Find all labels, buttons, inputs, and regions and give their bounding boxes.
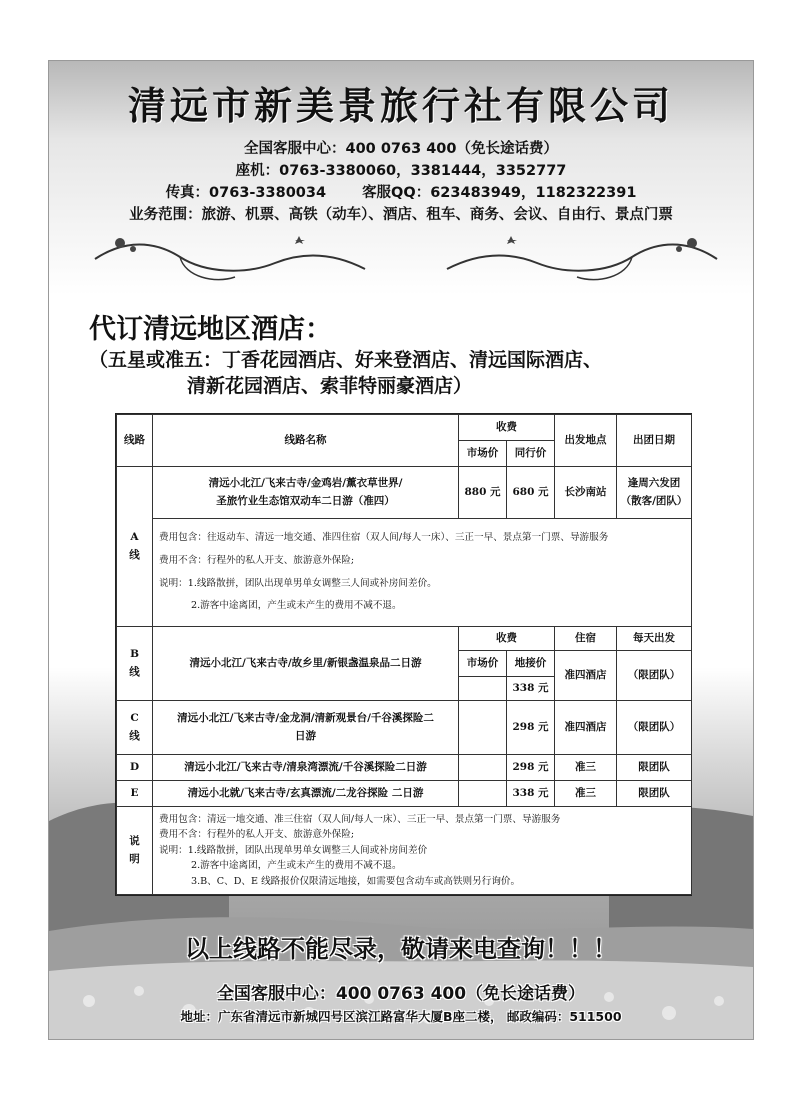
route-a-code: A 线 — [117, 467, 153, 627]
table-row — [117, 467, 692, 519]
route-d-date: 限团队 — [617, 755, 692, 781]
table-row — [117, 755, 692, 781]
contact-banner: 以上线路不能尽录，敬请来电查询！！！ — [185, 935, 617, 963]
route-d-stay: 准三 — [555, 755, 617, 781]
route-a-peer: 680 元 — [507, 467, 555, 519]
route-d-peer: 298 元 — [507, 755, 555, 781]
route-b-peer-label: 地接价 — [507, 651, 555, 677]
brochure-page — [48, 60, 754, 1040]
route-b-stay: 准四酒店 — [555, 651, 617, 701]
footnote-text: 费用包含：清远一地交通、准三住宿（双人间/每人一床）、三正一早、景点第一门票、导游服务 费用不含：行程外的私人开支、旅游意外保险; 说明：1.线路散拼，团队出现单男单女调整三人间或补房间差价 2.游客中途离团，产生或未产生的费用不减不退。 3.B、C、D、E 线路报价仅限清远地接，如需要包含动车或高铁则另行询价。 — [153, 807, 692, 895]
landline: 座机：0763-3380060，3381444，3352777 — [235, 163, 567, 179]
fax-qq-line — [49, 181, 753, 202]
table-row — [117, 519, 692, 627]
route-b-peer: 338 元 — [507, 677, 555, 701]
route-b-date-1: 每天出发 — [617, 627, 692, 651]
fax: 传真：0763-3380034 — [165, 185, 327, 201]
header-route: 线路 — [117, 415, 153, 467]
route-e-stay: 准三 — [555, 781, 617, 807]
route-e-name: 清远小北就/飞来古寺/玄真漂流/二龙谷探险 二日游 — [153, 781, 459, 807]
header-market: 市场价 — [459, 441, 507, 467]
table-row — [117, 807, 692, 895]
table-row — [117, 415, 692, 441]
qq: 客服QQ：623483949，1182322391 — [362, 185, 637, 201]
route-c-stay: 准四酒店 — [555, 701, 617, 755]
hotline-bottom: 全国客服中心：400 0763 400（免长途话费） — [216, 984, 586, 1004]
route-b-code: B 线 — [117, 627, 153, 701]
header-departure: 出发地点 — [555, 415, 617, 467]
hotel-list-line-1: （五星或准五：丁香花园酒店、好来登酒店、清远国际酒店、 — [89, 349, 603, 371]
hotel-section-title: 代订清远地区酒店： — [89, 314, 332, 345]
route-b-stay-label: 住宿 — [555, 627, 617, 651]
table-row — [117, 781, 692, 807]
route-a-departure: 长沙南站 — [555, 467, 617, 519]
route-d-code: D — [117, 755, 153, 781]
address: 地址：广东省清远市新城四号区滨江路富华大厦B座二楼， 邮政编码：511500 — [180, 1009, 622, 1024]
route-c-peer: 298 元 — [507, 701, 555, 755]
route-a-notes: 费用包含：往返动车、清远一地交通、准四住宿（双人间/每人一床）、三正一早、景点第一门票、导游服务 费用不含：行程外的私人开支、旅游意外保险; 说明：1.线路散拼，团队出现单男单女调整三人间或补房间差价。 2.游客中途离团，产生或未产生的费用不减不退。 — [153, 519, 692, 627]
route-c-name: 清远小北江/飞来古寺/金龙洞/清新观景台/千谷溪探险二 日游 — [153, 701, 459, 755]
route-c-date: （限团队） — [617, 701, 692, 755]
table-row — [117, 701, 692, 755]
route-d-name: 清远小北江/飞来古寺/清泉湾漂流/千谷溪探险二日游 — [153, 755, 459, 781]
route-b-date-2: （限团队） — [617, 651, 692, 701]
route-e-peer: 338 元 — [507, 781, 555, 807]
route-a-name: 清远小北江/飞来古寺/金鸡岩/薰衣草世界/ 圣旅竹业生态馆双动车二日游（准四） — [153, 467, 459, 519]
route-table — [115, 413, 692, 896]
route-c-code: C 线 — [117, 701, 153, 755]
route-e-code: E — [117, 781, 153, 807]
hotel-list-line-2: 清新花园酒店、索菲特丽豪酒店） — [187, 375, 473, 397]
header-date: 出团日期 — [617, 415, 692, 467]
hotline-top: 全国客服中心：400 0763 400（免长途话费） — [244, 141, 558, 157]
table-row — [117, 627, 692, 651]
right-ornament-icon — [437, 229, 727, 289]
route-b-name: 清远小北江/飞来古寺/故乡里/新银盏温泉品二日游 — [153, 627, 459, 701]
header-fee: 收费 — [459, 415, 555, 441]
header-name: 线路名称 — [153, 415, 459, 467]
route-a-date: 逢周六发团 （散客/团队） — [617, 467, 692, 519]
route-b-market: 市场价 — [459, 651, 507, 677]
footnote-label: 说 明 — [117, 807, 153, 895]
business-scope: 业务范围：旅游、机票、高铁（动车）、酒店、租车、商务、会议、自由行、景点门票 — [129, 207, 673, 223]
route-a-market: 880 元 — [459, 467, 507, 519]
route-b-fee: 收费 — [459, 627, 555, 651]
left-ornament-icon — [85, 229, 375, 289]
route-e-date: 限团队 — [617, 781, 692, 807]
company-name: 清远市新美景旅行社有限公司 — [127, 84, 674, 128]
header-peer: 同行价 — [507, 441, 555, 467]
